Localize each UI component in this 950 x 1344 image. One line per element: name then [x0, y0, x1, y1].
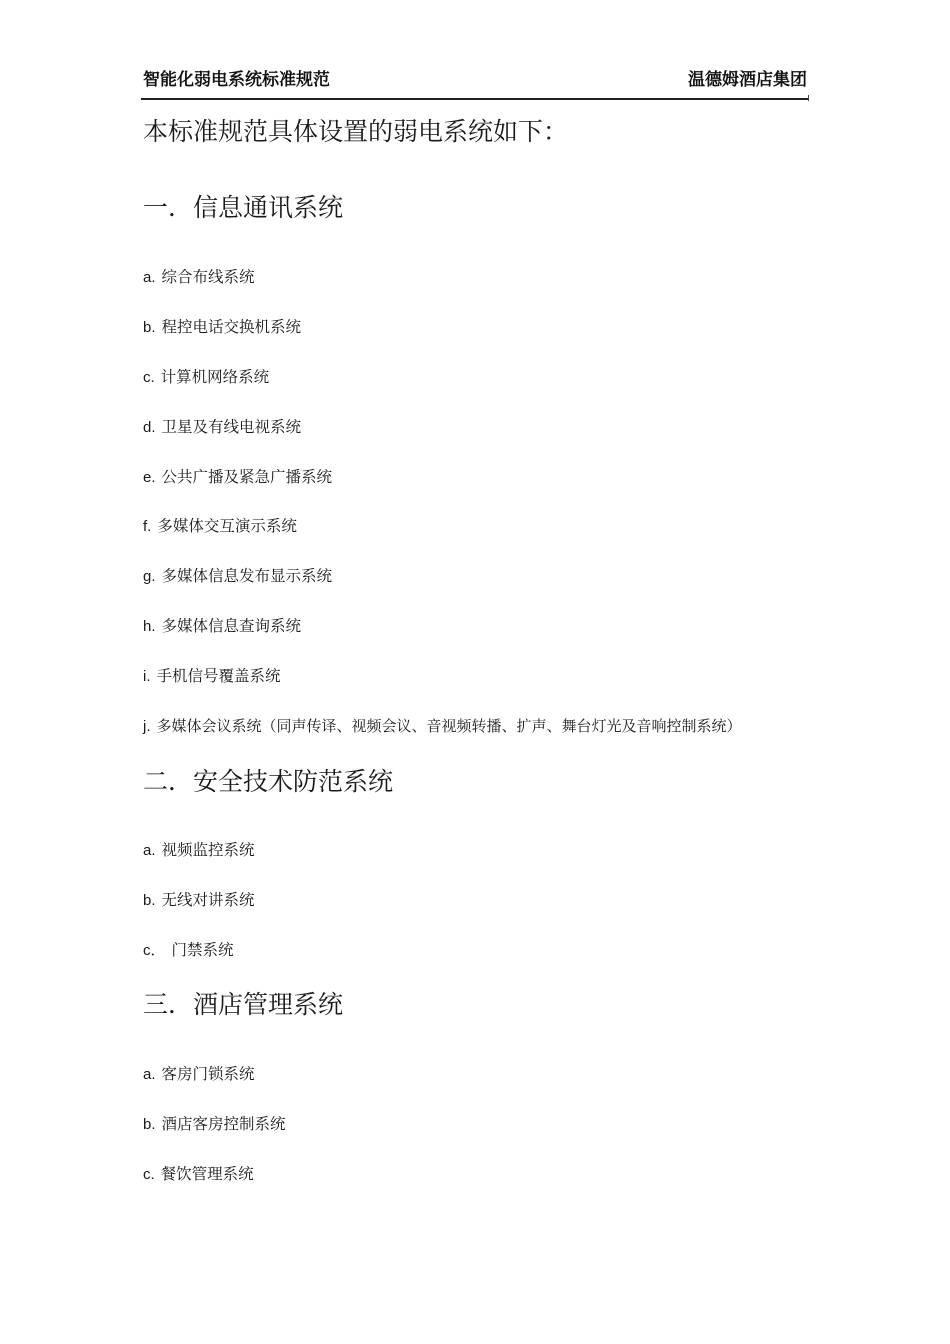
list-item-marker: c.: [143, 1166, 155, 1183]
list-item-text: 多媒体信息查询系统: [161, 617, 302, 635]
section-heading-security: 二．安全技术防范系统: [143, 767, 394, 796]
list-item: [143, 515, 297, 538]
list-item-text: 视频监控系统: [161, 841, 255, 859]
list-item: [143, 889, 255, 912]
page-header: [143, 68, 809, 92]
list-item: [143, 416, 301, 439]
list-item-text: 多媒体信息发布显示系统: [161, 567, 333, 585]
list-item-text: 手机信号覆盖系统: [156, 667, 281, 685]
list-item: [143, 366, 269, 389]
list-item-text: 多媒体交互演示系统: [157, 517, 297, 535]
header-company-name: 温德姆酒店集团: [688, 70, 807, 89]
header-divider: [141, 98, 809, 100]
list-item-text: 计算机网络系统: [160, 368, 270, 386]
list-item: [143, 266, 255, 289]
list-item-marker: a.: [143, 1066, 156, 1083]
list-item-marker: e.: [143, 469, 156, 486]
list-item: [143, 715, 742, 738]
list-item-marker: b.: [143, 319, 156, 336]
list-item-text: 公共广播及紧急广播系统: [161, 468, 333, 486]
list-item-text: 餐饮管理系统: [160, 1165, 254, 1183]
list-item-marker: b.: [143, 892, 156, 909]
list-item: [143, 1063, 255, 1086]
list-item-marker: d.: [143, 419, 156, 436]
list-item: [143, 1163, 254, 1186]
list-item: [143, 839, 255, 862]
list-item-marker: j.: [143, 718, 151, 735]
list-item: [143, 466, 332, 489]
list-item-text: 门禁系统: [171, 941, 234, 959]
intro-paragraph: 本标准规范具体设置的弱电系统如下：: [143, 117, 569, 146]
list-item: [143, 1113, 286, 1136]
list-item: [143, 565, 332, 588]
list-item-marker: g.: [143, 568, 156, 585]
list-item-marker: f.: [143, 518, 152, 535]
list-item-text: 卫星及有线电视系统: [161, 418, 302, 436]
header-document-title: 智能化弱电系统标准规范: [143, 70, 330, 89]
section-heading-information-communication: 一．信息通讯系统: [143, 193, 344, 222]
list-item-marker: h.: [143, 618, 156, 635]
list-item-marker: c．: [143, 942, 166, 959]
list-item-text: 无线对讲系统: [161, 891, 255, 909]
list-item: [143, 615, 301, 638]
list-item-text: 酒店客房控制系统: [161, 1115, 286, 1133]
section-heading-hotel-management: 三．酒店管理系统: [143, 990, 344, 1019]
list-item-text: 综合布线系统: [161, 268, 255, 286]
list-item-text: 多媒体会议系统（同声传译、视频会议、音视频转播、扩声、舞台灯光及音响控制系统）: [156, 717, 742, 735]
list-item-marker: i.: [143, 668, 151, 685]
list-item: [143, 939, 234, 962]
list-item-text: 客房门锁系统: [161, 1065, 255, 1083]
list-item: [143, 665, 281, 688]
list-item-marker: c.: [143, 369, 155, 386]
list-item: [143, 316, 301, 339]
list-item-marker: a.: [143, 269, 156, 286]
list-item-text: 程控电话交换机系统: [161, 318, 302, 336]
list-item-marker: b.: [143, 1116, 156, 1133]
header-divider-tick: [808, 95, 809, 101]
list-item-marker: a.: [143, 842, 156, 859]
